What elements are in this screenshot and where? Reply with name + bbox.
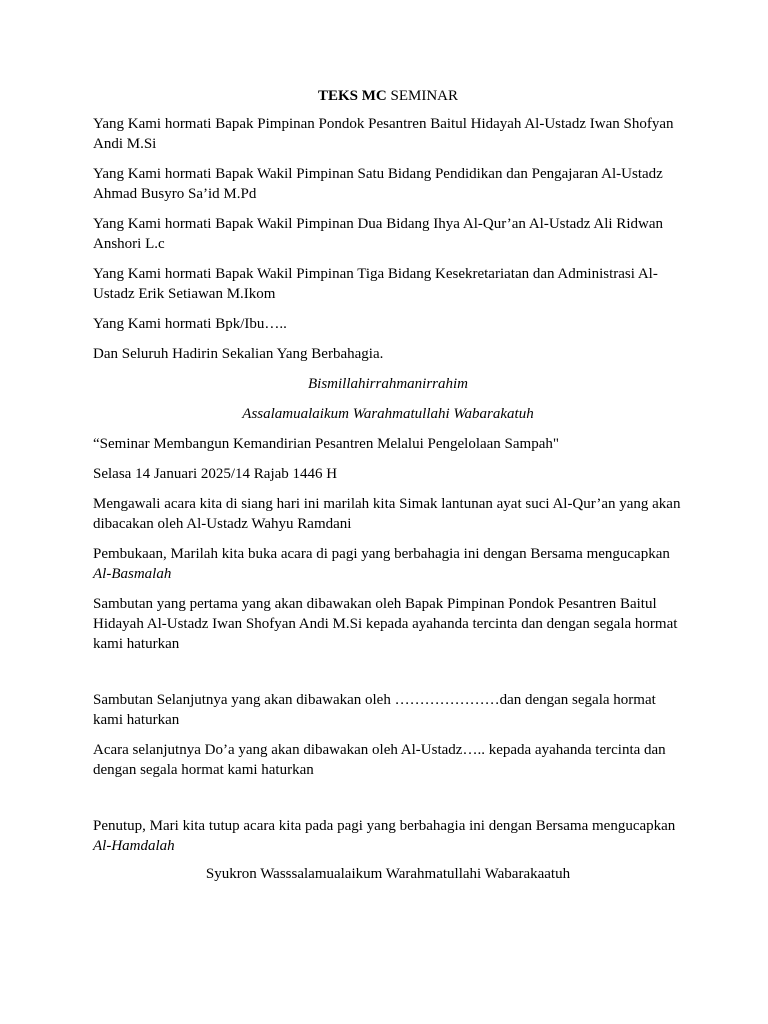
pembukaan-text: Pembukaan, Marilah kita buka acara di pagi yang berbahagia ini dengan Bersama mengucapkan [93,546,670,562]
title-rest: SEMINAR [386,88,459,104]
document-title [93,86,683,106]
document-page [93,86,683,894]
pembukaan-italic: Al-Basmalah [93,566,172,582]
opening-quran: Mengawali acara kita di siang hari ini marilah kita Simak lantunan ayat suci Al-Qur’an yang akan dibacakan oleh Al-Ustadz Wahyu Ramdani [93,496,681,532]
greeting-2: Yang Kami hormati Bapak Wakil Pimpinan Satu Bidang Pendidikan dan Pengajaran Al-Ustadz Ahmad Busyro Sa’id M.Pd [93,166,663,202]
basmalah-line: Bismillahirrahmanirrahim [307,376,469,392]
sambutan-2: Sambutan Selanjutnya yang akan dibawakan oleh …………………dan dengan segala hormat kami haturkan [93,692,656,728]
penutup [93,816,683,856]
greeting-4: Yang Kami hormati Bapak Wakil Pimpinan Tiga Bidang Kesekretariatan dan Administrasi Al-Ustadz Erik Setiawan M.Ikom [93,266,658,302]
closing-line: Syukron Wasssalamualaikum Warahmatullahi Wabarakaatuh [205,866,571,882]
sambutan-1: Sambutan yang pertama yang akan dibawakan oleh Bapak Pimpinan Pondok Pesantren Baitul Hidayah Al-Ustadz Iwan Shofyan Andi M.Si kepada ayahanda tercinta dan dengan segala hormat kami haturkan [93,596,678,652]
penutup-italic: Al-Hamdalah [93,838,175,854]
seminar-title: “Seminar Membangun Kemandirian Pesantren Melalui Pengelolaan Sampah" [93,436,559,452]
greeting-5: Yang Kami hormati Bpk/Ibu….. [93,316,287,332]
greeting-1: Yang Kami hormati Bapak Pimpinan Pondok Pesantren Baitul Hidayah Al-Ustadz Iwan Shofyan Andi M.Si [93,116,674,152]
penutup-text: Penutup, Mari kita tutup acara kita pada pagi yang berbahagia ini dengan Bersama mengucapkan [93,818,676,834]
salam-line: Assalamualaikum Warahmatullahi Wabarakatuh [242,406,534,422]
greeting-3: Yang Kami hormati Bapak Wakil Pimpinan Dua Bidang Ihya Al-Qur’an Al-Ustadz Ali Ridwan Anshori L.c [93,216,663,252]
event-date: Selasa 14 Januari 2025/14 Rajab 1446 H [93,466,338,482]
doa: Acara selanjutnya Do’a yang akan dibawakan oleh Al-Ustadz….. kepada ayahanda tercinta dan dengan segala hormat kami haturkan [93,742,666,778]
pembukaan [93,544,683,584]
greeting-6: Dan Seluruh Hadirin Sekalian Yang Berbahagia. [93,346,384,362]
title-bold: TEKS MC [317,88,387,104]
spacer [93,790,683,816]
spacer [93,664,683,690]
